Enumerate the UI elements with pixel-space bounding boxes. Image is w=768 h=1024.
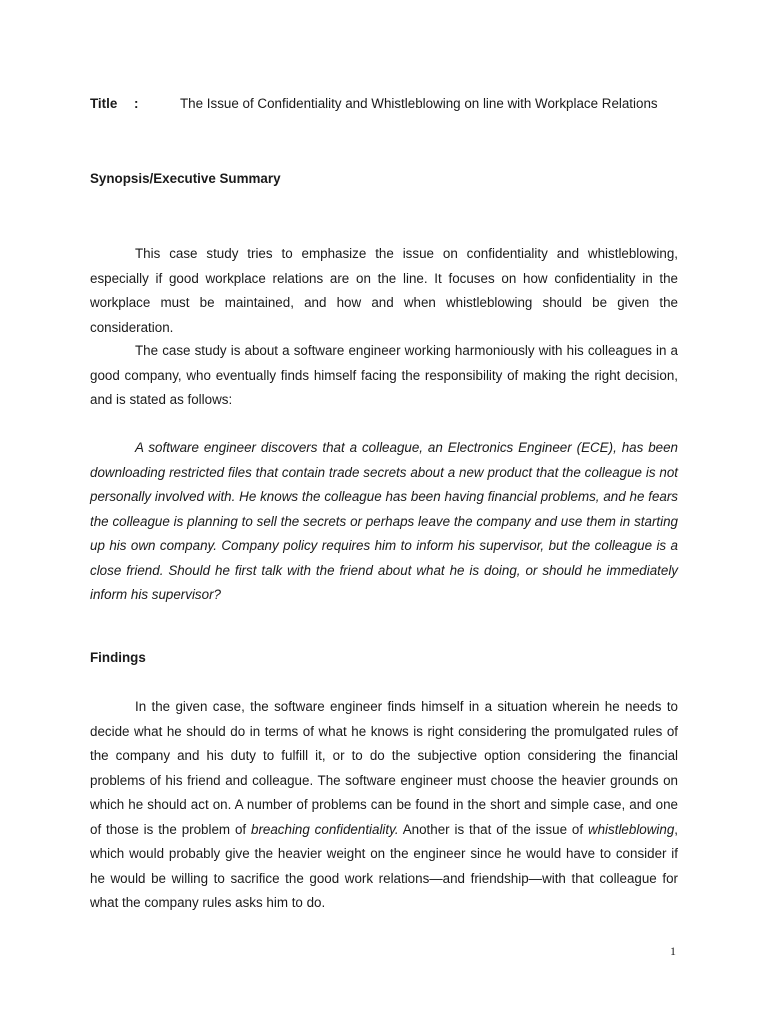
case-quote: A software engineer discovers that a colleague, an Electronics Engineer (ECE), has been downloading restricted files that contain trade secrets about a new product that the colleague is not personally involved with. He knows the colleague has been having financial problems, and he fears the colleague is planning to sell the secrets or perhaps leave the company and use them in starting up his own company. Company policy requires him to inform his supervisor, but the colleague is a close friend. Should he first talk with the friend about what he is doing, or should he immediately inform his supervisor? [90,440,678,602]
document-title: The Issue of Confidentiality and Whistleblowing on line with Workplace Relations [180,96,658,111]
synopsis-paragraph-2: The case study is about a software engineer working harmoniously with his colleagues in a good company, who eventually finds himself facing the responsibility of making the right decision, and is stated as follows: [90,343,678,407]
findings-emphasis-whistleblowing: whistleblowing [587,821,675,837]
findings-paragraph [90,695,678,916]
page-number: 1 [670,944,676,958]
title-label: Title [90,96,118,111]
title-row [90,96,690,116]
title-colon: : [134,96,139,111]
findings-text-1: In the given case, the software engineer finds himself in a situation wherein he needs to decide what he should do in terms of what he knows is right considering the promulgated rules of the company and his duty to fulfill it, or to do the subjective option considering the financial problems of his friend and colleague. The software engineer must choose the heavier grounds on which he should act on. A number of problems can be found in the short and simple case, and one of those is the problem of [90,699,678,837]
synopsis-paragraph-1: This case study tries to emphasize the issue on confidentiality and whistleblowing, especially if good workplace relations are on the line. It focuses on how confidentiality in the workplace must be maintained, and how and when whistleblowing should be given the consideration. [90,246,678,335]
findings-heading: Findings [90,650,146,665]
synopsis-heading: Synopsis/Executive Summary [90,171,281,186]
findings-emphasis-breaching: breaching confidentiality. [251,821,399,837]
findings-text-3: , which would probably give the heavier weight on the engineer since he would have to consider if he would be willing to sacrifice the good work relations—and friendship—with that colleague for what the company rules asks him to do. [90,821,679,910]
findings-text-2: Another is that of the issue of [398,821,588,837]
